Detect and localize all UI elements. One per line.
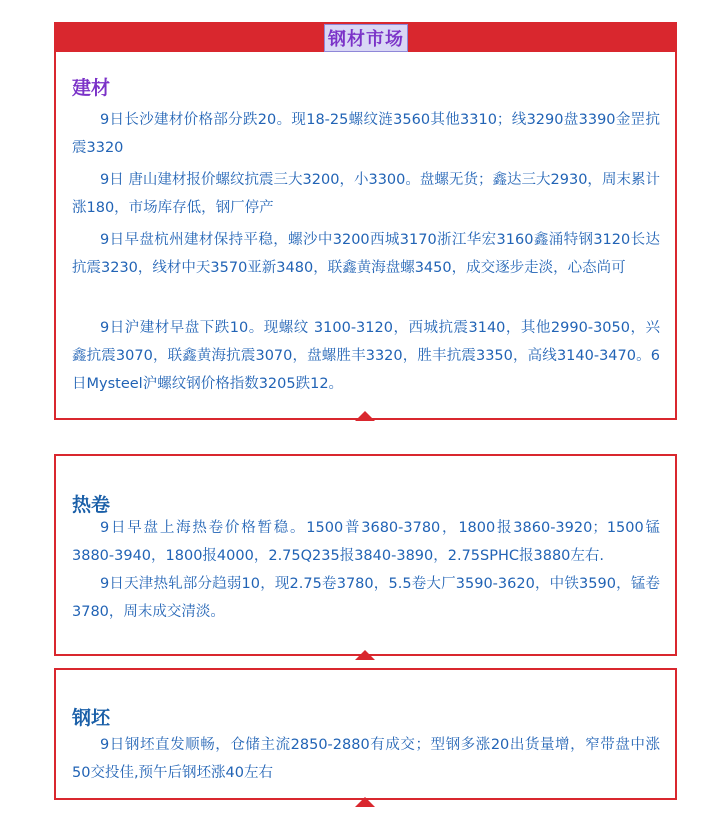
triangle-marker-icon [355, 797, 375, 807]
page-title: 钢材市场 [324, 24, 408, 52]
paragraph: 9日 唐山建材报价螺纹抗震三大3200，小3300。盘螺无货；鑫达三大2930，周末累计涨180，市场库存低，钢厂停产 [72, 172, 660, 216]
paragraph: 9日早盘上海热卷价格暂稳。1500普3680-3780，1800报3860-3920；1500锰3880-3940，1800报4000，2.75Q235报3840-3890，2.75SPHC报3880左右. [72, 520, 660, 564]
section-title-hot-coil: 热卷 [72, 494, 111, 516]
triangle-marker-icon [355, 411, 375, 421]
paragraph: 9日天津热轧部分趋弱10，现2.75卷3780，5.5卷大厂3590-3620，中铁3590，锰卷3780，周末成交清淡。 [72, 576, 660, 620]
paragraph: 9日钢坯直发顺畅，仓储主流2850-2880有成交；型钢多涨20出货量增，窄带盘中涨50交投佳,预午后钢坯涨40左右 [72, 737, 660, 781]
triangle-marker-icon [355, 650, 375, 660]
paragraph: 9日长沙建材价格部分跌20。现18-25螺纹涟3560其他3310；线3290盘3390金罡抗震3320 [72, 112, 660, 156]
paragraph: 9日早盘杭州建材保持平稳，螺沙中3200西城3170浙江华宏3160鑫涌特钢3120长达抗震3230，线材中天3570亚新3480，联鑫黄海盘螺3450，成交逐步走淡，心态尚可 [72, 232, 660, 276]
section-title-rebar: 建材 [72, 77, 111, 99]
paragraph: 9日沪建材早盘下跌10。现螺纹 3100-3120，西城抗震3140，其他2990-3050，兴鑫抗震3070，联鑫黄海抗震3070，盘螺胜丰3320，胜丰抗震3350，高线3140-3470。6日Mysteel沪螺纹钢价格指数3205跌12。 [72, 320, 660, 392]
section-title-billet: 钢坯 [72, 707, 111, 729]
